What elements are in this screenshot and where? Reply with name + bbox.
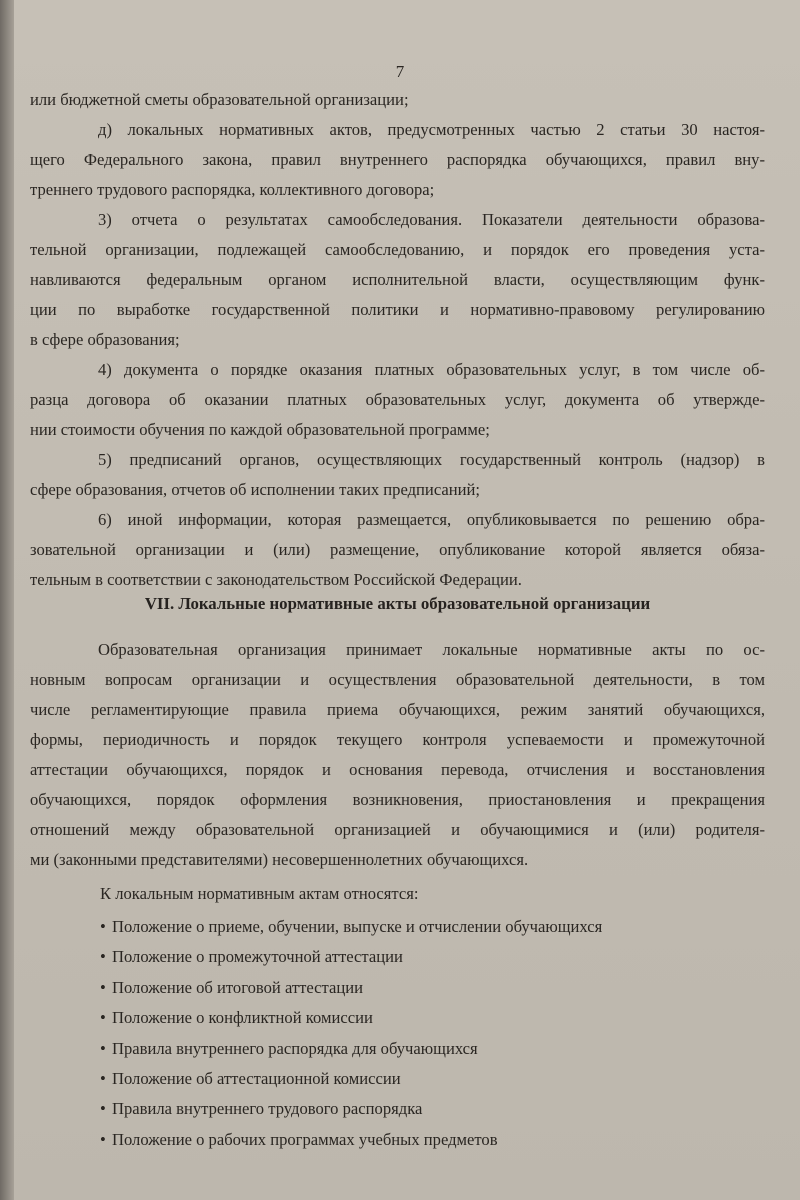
list-item: • Положение о приеме, обучении, выпуске и отчислении обучающихся (100, 912, 602, 942)
text-line: щего Федерального закона, правил внутреннего распорядка обучающихся, правил вну- (30, 150, 765, 169)
list-item: • Положение об аттестационной комиссии (100, 1064, 602, 1094)
page-edge-shadow (0, 0, 14, 1200)
section-6-continued (30, 85, 765, 595)
text-line: 4) документа о порядке оказания платных образовательных услуг, в том числе об- (98, 360, 765, 379)
list-intro: К локальным нормативным актам относятся: (100, 884, 419, 903)
text-line: навливаются федеральным органом исполнительной власти, осуществляющим функ- (30, 270, 765, 289)
text-line: числе регламентирующие правила приема обучающихся, режим занятий обучающихся, (30, 700, 765, 719)
text-line: или бюджетной сметы образовательной организации; (30, 90, 409, 109)
text-line: разца договора об оказании платных образовательных услуг, документа об утвержде- (30, 390, 765, 409)
local-acts-list (100, 912, 602, 1155)
list-item: • Положение о конфликтной комиссии (100, 1003, 602, 1033)
text-line: ми (законными представителями) несовершеннолетних обучающихся. (30, 850, 529, 869)
text-line: сфере образования, отчетов об исполнении таких предписаний; (30, 480, 480, 499)
list-item: • Положение об итоговой аттестации (100, 973, 602, 1003)
text-line: аттестации обучающихся, порядок и основания перевода, отчисления и восстановления (30, 760, 765, 779)
text-line: новным вопросам организации и осуществления образовательной деятельности, в том (30, 670, 765, 689)
section-7-heading: VII. Локальные нормативные акты образовательной организации (144, 594, 651, 613)
text-line: в сфере образования; (30, 330, 180, 349)
text-line: 3) отчета о результатах самообследования. Показатели деятельности образова- (98, 210, 765, 229)
page-number: 7 (395, 62, 405, 81)
text-line: 6) иной информации, которая размещается, опубликовывается по решению обра- (98, 510, 765, 529)
text-line: отношений между образовательной организацией и обучающимися и (или) родителя- (30, 820, 765, 839)
text-line: формы, периодичность и порядок текущего контроля успеваемости и промежуточной (30, 730, 765, 749)
text-line: ции по выработке государственной политики и нормативно-правовому регулированию (30, 300, 765, 319)
text-line: д) локальных нормативных актов, предусмотренных частью 2 статьи 30 настоя- (98, 120, 765, 139)
list-item: • Правила внутреннего распорядка для обучающихся (100, 1034, 602, 1064)
text-line: 5) предписаний органов, осуществляющих государственный контроль (надзор) в (98, 450, 765, 469)
text-line: Образовательная организация принимает локальные нормативные акты по ос- (98, 640, 765, 659)
list-item: • Положение о промежуточной аттестации (100, 942, 602, 972)
section-7-paragraph (30, 635, 765, 875)
text-line: тельной организации, подлежащей самообследованию, и порядок его проведения уста- (30, 240, 765, 259)
text-line: зовательной организации и (или) размещение, опубликование которой является обяза- (30, 540, 765, 559)
list-item: • Положение о рабочих программах учебных предметов (100, 1125, 602, 1155)
text-line: нии стоимости обучения по каждой образовательной программе; (30, 420, 490, 439)
text-line: треннего трудового распорядка, коллективного договора; (30, 180, 435, 199)
list-item: • Правила внутреннего трудового распорядка (100, 1094, 602, 1124)
text-line: тельным в соответствии с законодательством Российской Федерации. (30, 570, 522, 589)
text-line: обучающихся, порядок оформления возникновения, приостановления и прекращения (30, 790, 765, 809)
